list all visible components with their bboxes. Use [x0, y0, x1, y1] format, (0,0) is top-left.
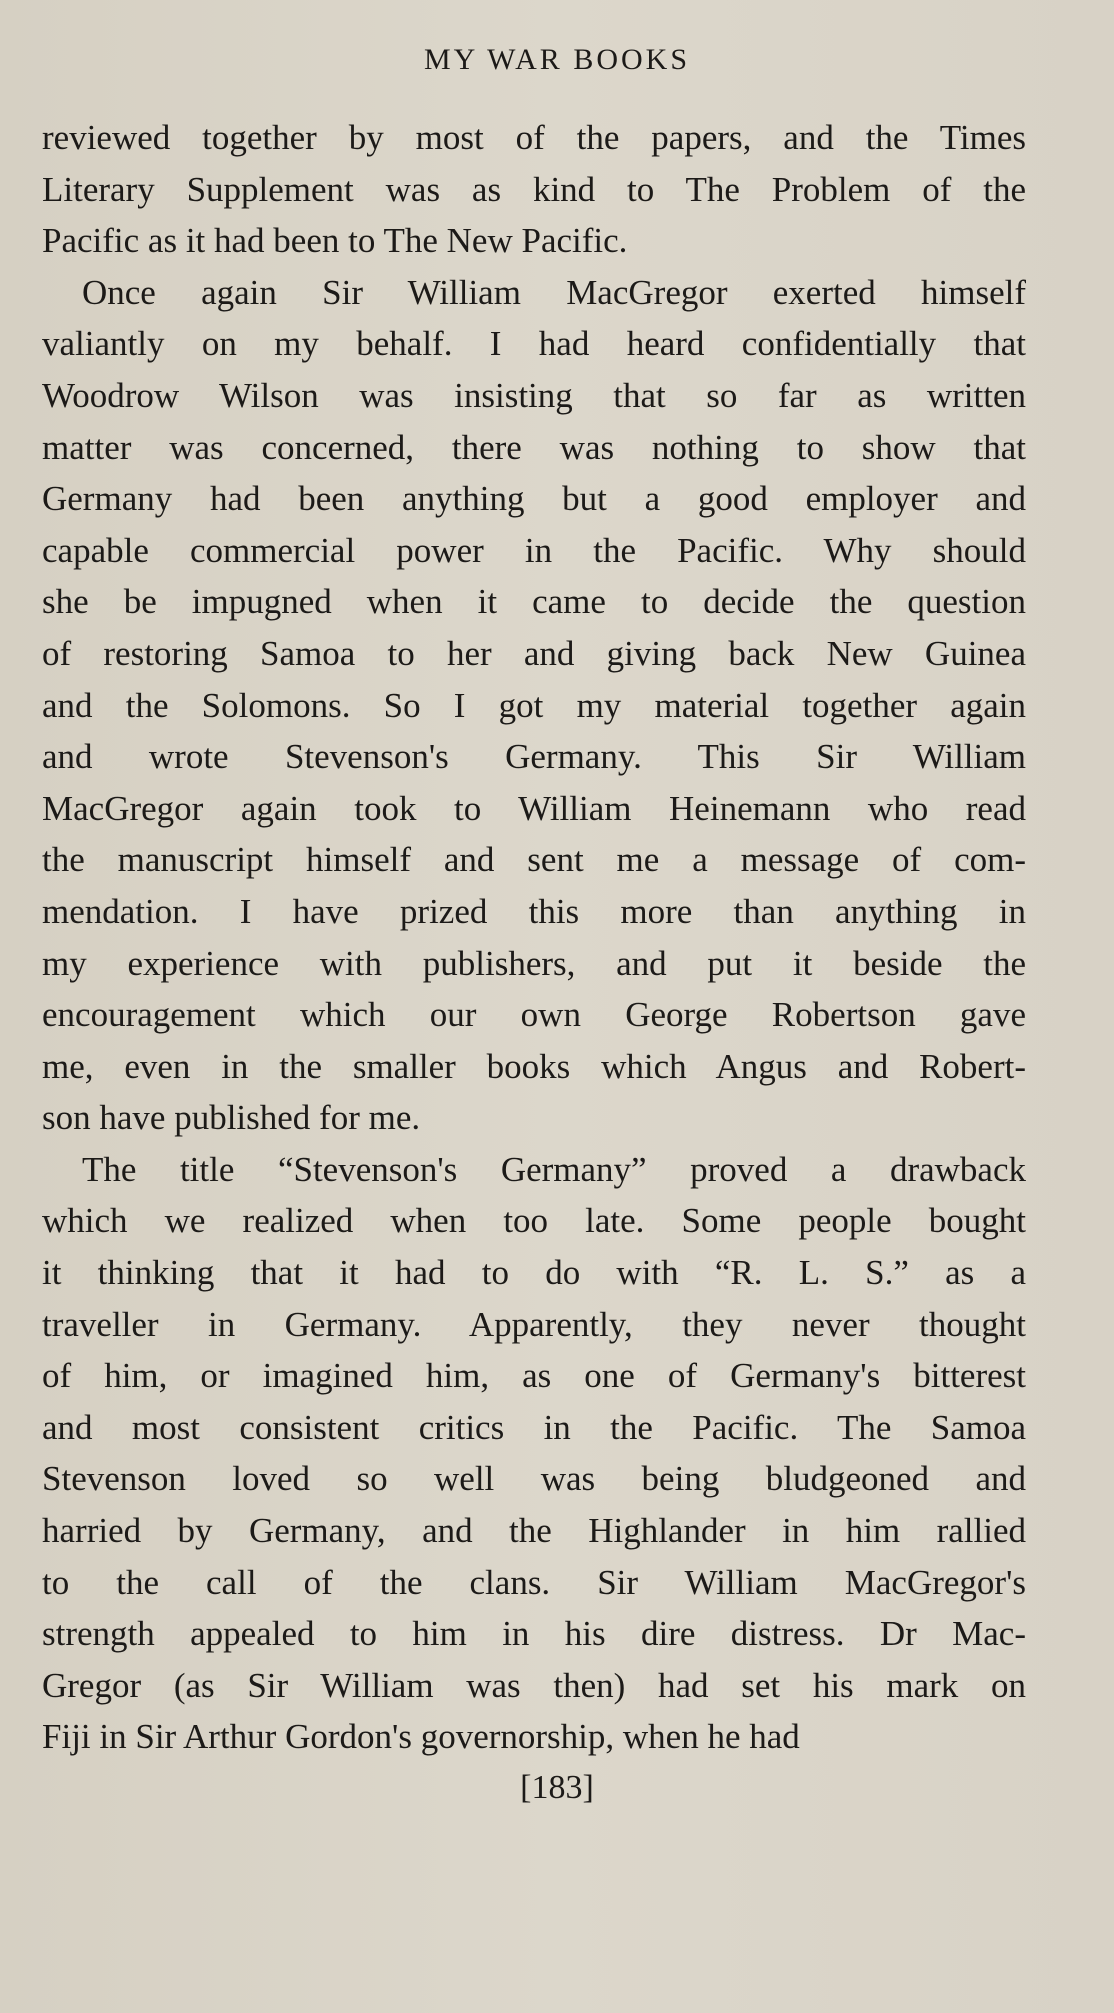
text-line: which we realized when too late. Some people bought	[42, 1201, 1026, 1241]
body-text	[42, 112, 1026, 1763]
text-line: to the call of the clans. Sir William MacGregor's	[42, 1562, 1026, 1602]
text-line: traveller in Germany. Apparently, they never thought	[42, 1304, 1026, 1344]
text-line: valiantly on my behalf. I had heard confidentially that	[42, 324, 1026, 364]
page-number: [183]	[520, 1769, 594, 1806]
text-line: Gregor (as Sir William was then) had set his mark on	[42, 1665, 1026, 1705]
text-line: she be impugned when it came to decide the question	[42, 582, 1026, 622]
text-line: and the Solomons. So I got my material together again	[42, 685, 1026, 725]
paragraph	[42, 1144, 1026, 1763]
text-line: me, even in the smaller books which Angus and Robert-	[42, 1046, 1026, 1086]
text-line: Pacific as it had been to The New Pacific.	[42, 221, 628, 261]
text-line: and most consistent critics in the Pacific. The Samoa	[42, 1407, 1026, 1447]
text-line: Germany had been anything but a good employer and	[42, 479, 1026, 519]
text-line: Literary Supplement was as kind to The Problem of the	[42, 169, 1026, 209]
text-line: Fiji in Sir Arthur Gordon's governorship, when he had	[42, 1717, 800, 1757]
text-line: mendation. I have prized this more than anything in	[42, 891, 1026, 931]
text-line: capable commercial power in the Pacific. Why should	[42, 530, 1026, 570]
text-line: of him, or imagined him, as one of Germany's bitterest	[42, 1356, 1026, 1396]
text-line: son have published for me.	[42, 1098, 421, 1138]
text-line: matter was concerned, there was nothing to show that	[42, 427, 1026, 467]
paragraph	[42, 267, 1026, 1144]
text-line: Stevenson loved so well was being bludgeoned and	[42, 1459, 1026, 1499]
text-line: of restoring Samoa to her and giving back New Guinea	[42, 633, 1026, 673]
paragraph	[42, 112, 1026, 267]
text-line: the manuscript himself and sent me a message of com-	[42, 840, 1026, 880]
text-line: Woodrow Wilson was insisting that so far as written	[42, 375, 1026, 415]
text-line: Once again Sir William MacGregor exerted himself	[82, 272, 1026, 312]
text-line: and wrote Stevenson's Germany. This Sir William	[42, 737, 1026, 777]
text-line: it thinking that it had to do with “R. L. S.” as a	[42, 1253, 1026, 1293]
text-line: reviewed together by most of the papers, and the Times	[42, 118, 1026, 157]
text-line: MacGregor again took to William Heinemann who read	[42, 788, 1026, 828]
text-line: my experience with publishers, and put it beside the	[42, 943, 1026, 983]
text-line: The title “Stevenson's Germany” proved a drawback	[82, 1149, 1026, 1189]
text-line: strength appealed to him in his dire distress. Dr Mac-	[42, 1614, 1026, 1654]
running-head: MY WAR BOOKS	[423, 43, 691, 76]
text-line: encouragement which our own George Robertson gave	[42, 995, 1026, 1035]
text-line: harried by Germany, and the Highlander in him rallied	[42, 1511, 1026, 1551]
